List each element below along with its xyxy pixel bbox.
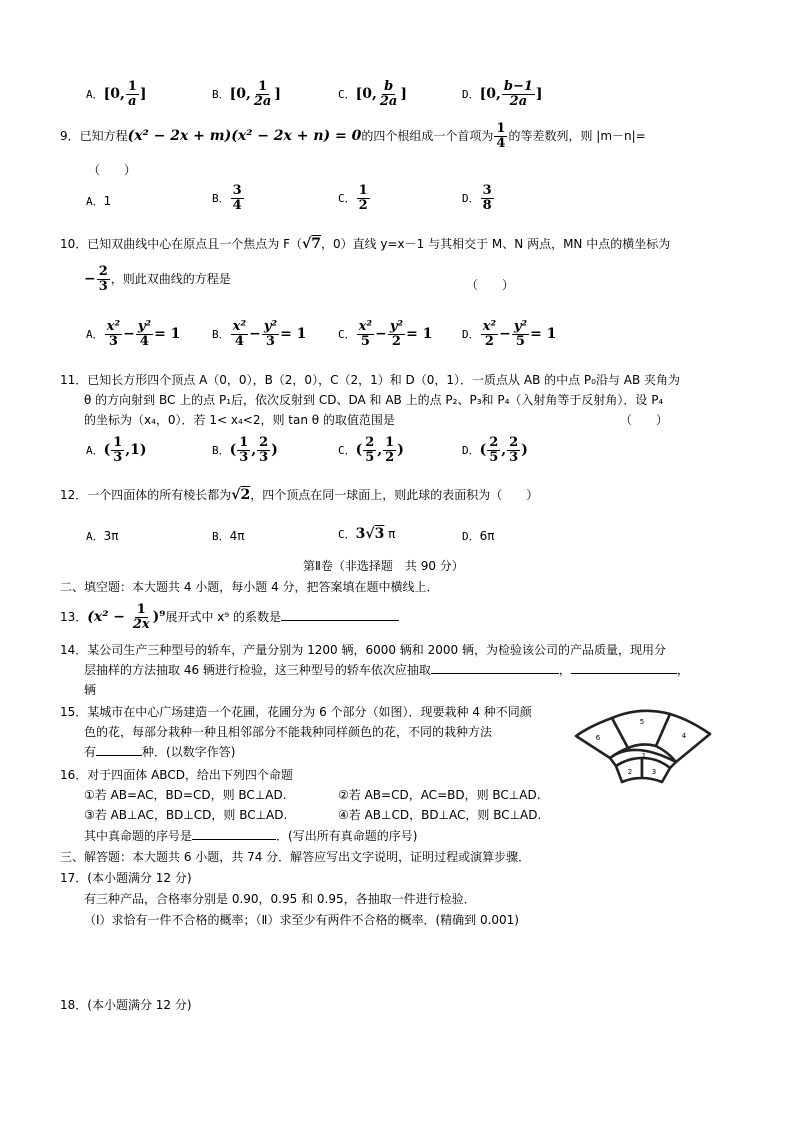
q8-b-fraction: $\frac{1}{2a}$ [253, 79, 272, 109]
q12-stem: 12．一个四面体的所有棱长都为√2，四个顶点在同一球面上，则此球的表面积为（ ） [60, 487, 539, 503]
q8-a-fraction: $\frac{1}{a}$ [127, 79, 137, 109]
q12-sqrt2: √2 [231, 487, 251, 503]
q12-option-d: D．6π [462, 529, 495, 543]
q13-fraction: $\frac{1}{2x}$ [132, 602, 150, 632]
solve-heading: 三、解答题：本大题共 6 小题，共 74 分．解答应写出文字说明，证明过程或演算步骤． [60, 850, 531, 864]
q9-option-d: D． $\frac{3}{8}$ [462, 183, 492, 213]
q10-stem-line2: − $\frac{2}{3}$ ，则此双曲线的方程是 [84, 264, 231, 294]
region-label-6: 6 [595, 734, 601, 742]
q10-option-b: B． $\frac{\text{x²}}{4}$ − $\frac{\text{y²}}{3}$ = 1 [212, 319, 307, 349]
q9-option-b: B． $\frac{3}{4}$ [212, 183, 242, 213]
q8-c-fraction: $\frac{b}{2a}$ [379, 79, 398, 109]
q16-stem-line4: 其中真命题的序号是 ．(写出所有真命题的序号) [84, 829, 418, 843]
q11-option-d: D．( $\frac{2}{5}$ , $\frac{2}{3}$ ) [462, 435, 528, 465]
q16-proposition-1: ①若 AB=AC，BD=CD，则 BC⊥AD. [84, 788, 287, 802]
q11-answer-paren: （ ） [620, 413, 669, 427]
q11-stem-line1: 11．已知长方形四个顶点 A（0，0），B（2，0），C（2，1）和 D（0，1）．一质点从 AB 的中点 P₀沿与 AB 夹角为 [60, 373, 681, 387]
q9-option-c: C． $\frac{1}{2}$ [338, 183, 368, 213]
q8-option-c: C．[0, $\frac{b}{2a}$ ] [338, 79, 407, 109]
q11-option-b: B．( $\frac{1}{3}$ , $\frac{2}{3}$ ) [212, 435, 278, 465]
q17-line1: 有三种产品，合格率分别是 0.90，0.95 和 0.95，各抽取一件进行检验． [84, 892, 476, 906]
q14-answer-blank-1[interactable] [431, 673, 559, 674]
q10-answer-paren: （ ） [466, 278, 515, 292]
region-label-5: 5 [639, 718, 645, 726]
q9-equation: (x² − 2x + m)(x² − 2x + n) = 0 [127, 128, 362, 144]
q12-option-b: B．4π [212, 529, 245, 543]
q15-stem-line1: 15．某城市在中心广场建造一个花圃，花圃分为 6 个部分（如图）．现要栽种 4 种不同颜 [60, 705, 532, 719]
q8-option-b: B．[0, $\frac{1}{2a}$ ] [212, 79, 281, 109]
region-label-4: 4 [681, 732, 687, 740]
region-label-3: 3 [651, 768, 657, 776]
q14-stem-line1: 14．某公司生产三种型号的轿车，产量分别为 1200 辆，6000 辆和 2000 辆，为检验该公司的产品质量，现用分 [60, 643, 666, 657]
q18-title: 18．(本小题满分 12 分) [60, 998, 192, 1012]
q15-stem-line2: 色的花，每部分栽种一种且相邻部分不能栽种同样颜色的花，不同的栽种方法 [84, 725, 493, 739]
q17-title: 17．(本小题满分 12 分) [60, 871, 192, 885]
q13-answer-blank[interactable] [281, 620, 399, 621]
q10-sqrt7: √7 [302, 236, 321, 252]
q11-stem-line3: 的坐标为（x₄，0）．若 1< x₄<2，则 tan θ 的取值范围是 [84, 413, 395, 427]
q16-answer-blank[interactable] [192, 839, 276, 840]
q11-stem-line2: θ 的方向射到 BC 上的点 P₁后，依次反射到 CD、DA 和 AB 上的点 P₂、P₃和 P₄（入射角等于反射角）．设 P₄ [84, 393, 664, 407]
q9-stem: 9．已知方程(x² − 2x + m)(x² − 2x + n) = 0的四个根组成一个首项为 $\frac{1}{4}$ 的等差数列，则 |m－n|= [60, 121, 646, 151]
q10-stem-line1: 10．已知双曲线中心在原点且一个焦点为 F（√7，0）直线 y=x－1 与其相交于 M、N 两点，MN 中点的横坐标为 [60, 236, 671, 252]
q13-stem: 13．(x² − $\frac{1}{2x}$ )⁹展开式中 x⁹ 的系数是 [60, 603, 399, 632]
q11-option-c: C．( $\frac{2}{5}$ , $\frac{1}{2}$ ) [338, 435, 404, 465]
q10-option-d: D． $\frac{\text{x²}}{2}$ − $\frac{\text{y²}}{5}$ = 1 [462, 319, 557, 349]
q15-stem-line3: 有 种．(以数字作答) [84, 745, 236, 759]
q9-option-a: A．1 [86, 194, 112, 208]
q12-option-a: A．3π [86, 529, 119, 543]
q16-proposition-2: ②若 AB=CD，AC=BD，则 BC⊥AD. [338, 788, 541, 802]
q12-option-c: C．3√3 π [338, 526, 396, 542]
q8-option-a: A．[0, $\frac{1}{a}$ ] [86, 79, 147, 109]
q16-stem-line1: 16．对于四面体 ABCD，给出下列四个命题 [60, 768, 293, 782]
q10-neg-fraction: $\frac{2}{3}$ [98, 264, 108, 294]
q8-option-d: D．[0, $\frac{b-1}{2a}$ ] [462, 79, 543, 109]
q8-d-fraction: $\frac{b-1}{2a}$ [503, 79, 533, 109]
q9-answer-paren: （ ） [88, 163, 137, 177]
region-label-1: 1 [641, 752, 647, 760]
part2-title: 第Ⅱ卷（非选择题 共 90 分） [303, 559, 464, 573]
q10-option-a: A． $\frac{\text{x²}}{3}$ − $\frac{\text{y²}}{4}$ = 1 [86, 319, 181, 349]
q14-stem-line2: 层抽样的方法抽取 46 辆进行检验，这三种型号的轿车依次应抽取 ， ， [84, 663, 689, 677]
region-label-2: 2 [627, 768, 633, 776]
fill-in-heading: 二、填空题：本大题共 4 小题，每小题 4 分，把答案填在题中横线上． [60, 580, 439, 594]
flower-bed-figure [560, 696, 720, 784]
q14-answer-blank-2[interactable] [571, 673, 677, 674]
q9-first-term-fraction: $\frac{1}{4}$ [496, 121, 506, 151]
q16-proposition-4: ④若 AB⊥CD，BD⊥AC，则 BC⊥AD. [338, 808, 542, 822]
q10-option-c: C． $\frac{\text{x²}}{5}$ − $\frac{\text{y²}}{2}$ = 1 [338, 319, 433, 349]
q14-stem-line3: 辆 [84, 683, 97, 697]
q16-proposition-3: ③若 AB⊥AC，BD⊥CD，则 BC⊥AD. [84, 808, 288, 822]
q11-option-a: A．( $\frac{1}{3}$ ,1) [86, 435, 147, 465]
q15-answer-blank[interactable] [96, 755, 142, 756]
q17-line2: （Ⅰ）求恰有一件不合格的概率；（Ⅱ）求至少有两件不合格的概率．(精确到 0.001) [84, 913, 519, 927]
